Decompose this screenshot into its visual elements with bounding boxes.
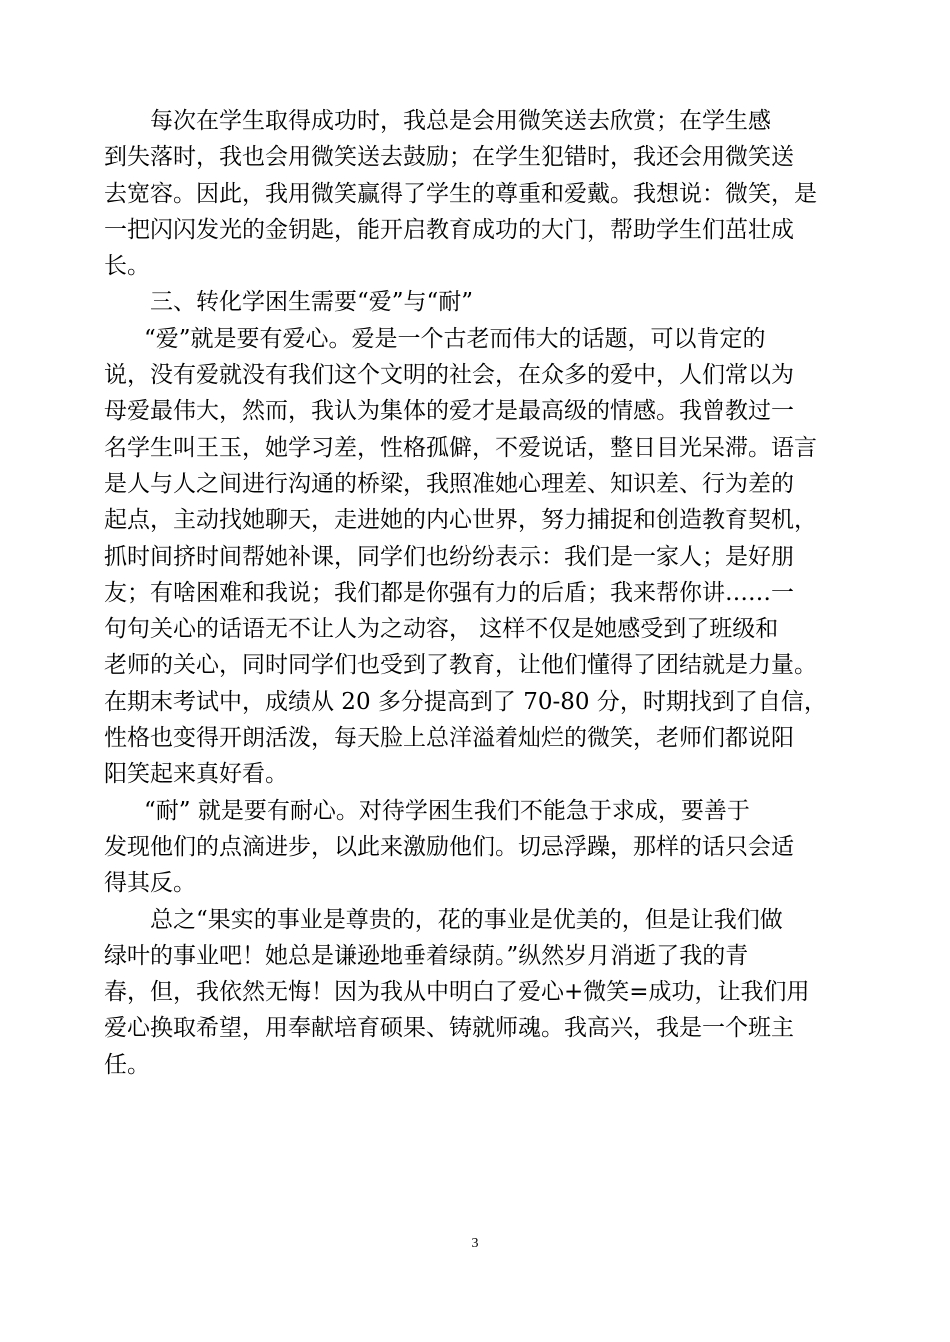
text-line: 绿叶的事业吧！她总是谦逊地垂着绿荫。”纵然岁月消逝了我的青 bbox=[104, 942, 749, 969]
text-line: 性格也变得开朗活泼，每天脸上总洋溢着灿烂的微笑，老师们都说阳 bbox=[104, 725, 794, 752]
text-line: 到失落时，我也会用微笑送去鼓励；在学生犯错时，我还会用微笑送 bbox=[104, 144, 794, 171]
text-line: “爱”就是要有爱心。爱是一个古老而伟大的话题，可以肯定的 bbox=[144, 325, 766, 352]
text-line: 老师的关心，同时同学们也受到了教育，让他们懂得了团结就是力量。 bbox=[104, 652, 817, 679]
paragraph-conclusion bbox=[104, 902, 856, 1083]
text-line: 句句关心的话语无不让人为之动容， 这样不仅是她感受到了班级和 bbox=[104, 616, 779, 643]
paragraph-love bbox=[104, 321, 856, 793]
paragraph-smile bbox=[104, 103, 856, 284]
document-body bbox=[104, 103, 856, 1083]
text-line: “耐” 就是要有耐心。对待学困生我们不能急于求成，要善于 bbox=[144, 797, 750, 824]
text-line: 每次在学生取得成功时，我总是会用微笑送去欣赏；在学生感 bbox=[150, 108, 771, 134]
paragraph-patience bbox=[104, 793, 856, 902]
section-heading bbox=[104, 284, 856, 320]
text-line: 母爱最伟大，然而，我认为集体的爱才是最高级的情感。我曾教过一 bbox=[104, 398, 794, 425]
text-line: 春，但，我依然无悔！因为我从中明白了爱心+微笑=成功，让我们用 bbox=[104, 979, 810, 1006]
text-line: 抓时间挤时间帮她补课，同学们也纷纷表示：我们是一家人；是好朋 bbox=[104, 543, 794, 570]
text-line: 起点，主动找她聊天，走进她的内心世界，努力捕捉和创造教育契机， bbox=[104, 507, 817, 534]
text-line: 爱心换取希望，用奉献培育硕果、铸就师魂。我高兴，我是一个班主 bbox=[104, 1015, 794, 1042]
text-line: 名学生叫王玉，她学习差，性格孤僻，不爱说话，整日目光呆滞。语言 bbox=[104, 434, 817, 461]
text-line: 总之“果实的事业是尊贵的，花的事业是优美的，但是让我们做 bbox=[150, 906, 783, 933]
text-line: 得其反。 bbox=[104, 870, 196, 897]
text-line: 长。 bbox=[104, 253, 150, 280]
text-line: 在期末考试中，成绩从 20 多分提高到了 70-80 分，时期找到了自信， bbox=[104, 688, 827, 715]
text-line: 一把闪闪发光的金钥匙，能开启教育成功的大门，帮助学生们茁壮成 bbox=[104, 216, 794, 243]
text-line: 是人与人之间进行沟通的桥梁，我照准她心理差、知识差、行为差的 bbox=[104, 470, 794, 497]
text-line: 友；有啥困难和我说；我们都是你强有力的后盾；我来帮你讲……一 bbox=[104, 579, 794, 606]
text-line: 发现他们的点滴进步，以此来激励他们。切忌浮躁，那样的话只会适 bbox=[104, 833, 794, 860]
page-number: 3 bbox=[471, 1236, 479, 1251]
heading-line: 三、转化学困生需要“爱”与“耐” bbox=[150, 289, 474, 316]
text-line: 去宽容。因此，我用微笑赢得了学生的尊重和爱戴。我想说：微笑，是 bbox=[104, 180, 817, 207]
text-line: 阳笑起来真好看。 bbox=[104, 761, 288, 788]
text-line: 说，没有爱就没有我们这个文明的社会，在众多的爱中，人们常以为 bbox=[104, 362, 794, 389]
text-line: 任。 bbox=[104, 1051, 150, 1078]
